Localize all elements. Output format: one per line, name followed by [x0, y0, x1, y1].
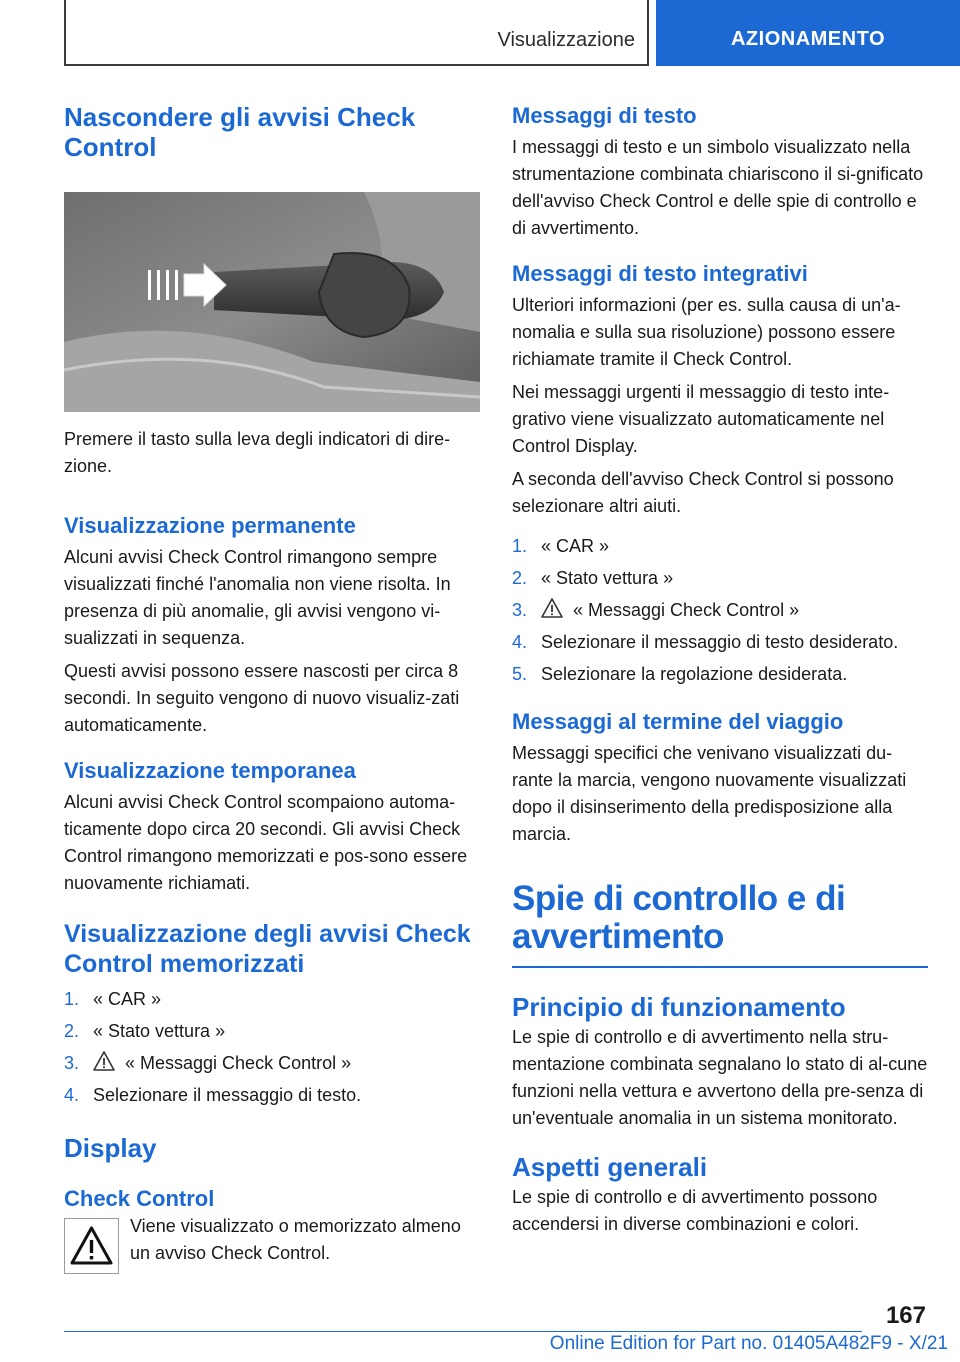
supplementary-text-3: A seconda dell'avviso Check Control si possono selezionare altri aiuti. [512, 469, 894, 516]
list-item[interactable]: 4. Selezionare il messaggio di testo desiderato. [512, 632, 899, 652]
general-aspects-title: Aspetti generali [512, 1152, 708, 1182]
check-control-text: Viene visualizzato o memorizzato almeno un avviso Check Control. [130, 1216, 461, 1263]
supplementary-text-1: Ulteriori informazioni (per es. sulla causa di un'a-nomalia e sulla sua risoluzione) possono essere richiamate tramite il Check Control. [512, 295, 901, 369]
chapter-title: Spie di controllo e di avvertimento [512, 879, 846, 956]
check-control-title: Check Control [64, 1186, 215, 1211]
footer-divider [64, 1331, 862, 1332]
temporary-display-text: Alcuni avvisi Check Control scompaiono automa-ticamente dopo circa 20 secondi. Gli avvisi Check Control rimangono memorizzati e pos-sono essere nuovamente richiamati. [64, 792, 468, 893]
chapter-divider [512, 966, 928, 968]
permanent-display-title: Visualizzazione permanente [64, 513, 356, 538]
general-aspects-text: Le spie di controllo e di avvertimento possono accendersi in diverse combinazioni e colori. [512, 1187, 878, 1234]
check-control-row [64, 1213, 480, 1275]
check-control-warning-icon [64, 1218, 119, 1274]
end-of-trip-text: Messaggi specifici che venivano visualizzati du-rante la marcia, vengono nuovamente visualizzati dopo il disinserimento della predisposizione alla marcia. [512, 743, 907, 844]
list-item[interactable]: 1. « CAR » [64, 989, 162, 1009]
header-section-box [64, 0, 649, 66]
principle-title: Principio di funzionamento [512, 992, 846, 1022]
list-item[interactable]: 3. « Messaggi Check Control » [64, 1053, 352, 1073]
hide-instruction-text: Premere il tasto sulla leva degli indicatori di dire-zione. [64, 429, 451, 476]
page-number: 167 [885, 1302, 926, 1329]
stored-messages-title: Visualizzazione degli avvisi Check Control memorizzati [64, 920, 471, 978]
list-item[interactable]: 3. « Messaggi Check Control » [512, 600, 800, 620]
list-item[interactable]: 2. « Stato vettura » [64, 1021, 226, 1041]
chapter-tab-label: AZIONAMENTO [730, 28, 885, 50]
supplementary-text-2: Nei messaggi urgenti il messaggio di testo inte-grativo viene visualizzato automaticamente nel Control Display. [512, 382, 890, 456]
online-edition-link[interactable]: Online Edition for Part no. 01405A482F9 - X/21 [549, 1333, 948, 1354]
permanent-display-text-2: Questi avvisi possono essere nascosti per circa 8 secondi. In seguito vengono di nuovo visualiz-zati automaticamente. [64, 661, 460, 735]
list-item[interactable]: 2. « Stato vettura » [512, 568, 674, 588]
text-messages-text: I messaggi di testo e un simbolo visualizzato nella strumentazione combinata chiariscono il si-gnificato dell'avviso Check Control e delle spie di controllo e di avvertimento. [512, 137, 924, 238]
warning-triangle-icon [93, 1051, 115, 1071]
text-messages-title: Messaggi di testo [512, 103, 697, 128]
stored-messages-steps [64, 983, 480, 1111]
hide-check-control-title: Nascondere gli avvisi Check Control [64, 102, 416, 162]
turn-signal-lever-photo [64, 192, 480, 412]
left-column [64, 102, 480, 1275]
temporary-display-title: Visualizzazione temporanea [64, 758, 356, 783]
supplementary-steps [512, 530, 928, 690]
end-of-trip-title: Messaggi al termine del viaggio [512, 709, 844, 734]
chapter-tab[interactable] [656, 0, 960, 66]
right-column [512, 102, 928, 1238]
list-item[interactable]: 4. Selezionare il messaggio di testo. [64, 1085, 362, 1105]
warning-triangle-icon [541, 598, 563, 618]
supplementary-messages-title: Messaggi di testo integrativi [512, 261, 808, 286]
display-title: Display [64, 1133, 157, 1163]
list-item[interactable]: 5. Selezionare la regolazione desiderata. [512, 664, 848, 684]
principle-text: Le spie di controllo e di avvertimento nella stru-mentazione combinata segnalano lo stato di al-cune funzioni nella vettura e avvertono della pre-senza di un'eventuale anomalia in un sistema monitorato. [512, 1027, 928, 1128]
list-item[interactable]: 1. « CAR » [512, 536, 610, 556]
permanent-display-text-1: Alcuni avvisi Check Control rimangono sempre visualizzati finché l'anomalia non viene risolta. In presenza di più anomalie, gli avvisi vengono vi-sualizzati in sequenza. [64, 547, 451, 648]
header-section-title: Visualizzazione [497, 29, 635, 51]
